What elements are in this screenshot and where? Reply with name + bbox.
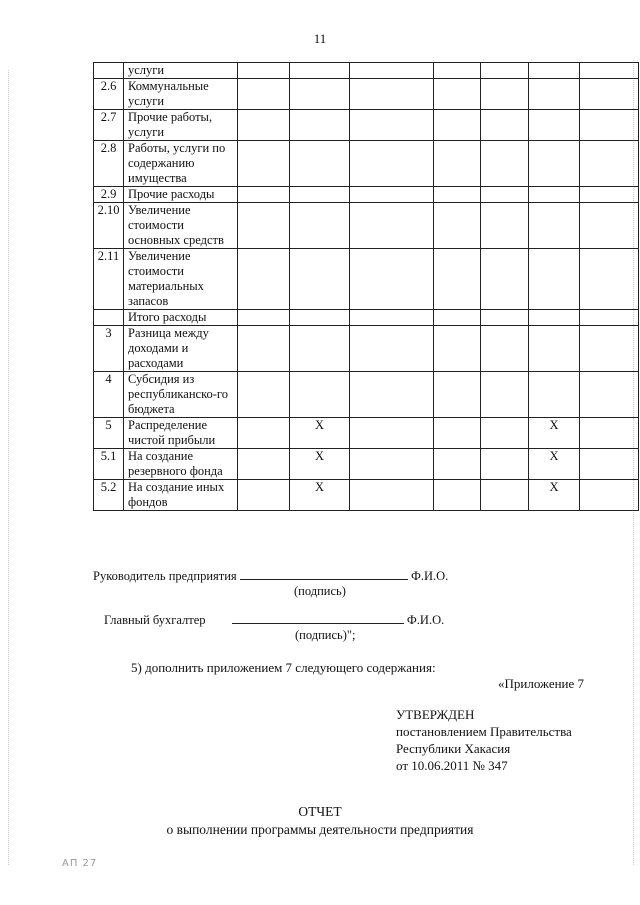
empty-cell (434, 187, 481, 203)
empty-cell (481, 110, 529, 141)
empty-cell (434, 141, 481, 187)
director-signature-blank (240, 579, 408, 580)
director-name: Ф.И.О. (410, 569, 449, 583)
cross-mark-cell: X (290, 480, 350, 511)
empty-cell (580, 187, 639, 203)
empty-cell (481, 372, 529, 418)
approval-republic: Республики Хакасия (396, 741, 511, 756)
table-row (94, 310, 639, 326)
empty-cell (350, 110, 434, 141)
page-edge-left (8, 70, 9, 865)
table-row (94, 372, 639, 418)
empty-cell (434, 310, 481, 326)
empty-cell (290, 110, 350, 141)
approval-block (396, 706, 572, 774)
empty-cell (481, 480, 529, 511)
empty-cell (434, 326, 481, 372)
table-row (94, 449, 639, 480)
empty-cell (580, 203, 639, 249)
row-number (94, 63, 124, 79)
empty-cell (580, 449, 639, 480)
empty-cell (580, 249, 639, 310)
empty-cell (350, 372, 434, 418)
row-label: Распределение чистой прибыли (124, 418, 238, 449)
cross-mark-cell: X (290, 449, 350, 480)
empty-cell (350, 418, 434, 449)
empty-cell (290, 187, 350, 203)
empty-cell (529, 326, 580, 372)
empty-cell (290, 372, 350, 418)
cross-mark-cell: X (529, 480, 580, 511)
accountant-signature-line (104, 613, 444, 628)
accountant-label: Главный бухгалтер (104, 613, 206, 627)
table-row (94, 63, 639, 79)
row-label: Увеличение стоимости основных средств (124, 203, 238, 249)
empty-cell (529, 310, 580, 326)
accountant-signature-caption: (подпись)"; (295, 628, 356, 642)
page-number: 11 (313, 31, 327, 46)
row-number: 2.7 (94, 110, 124, 141)
empty-cell (350, 63, 434, 79)
empty-cell (238, 110, 290, 141)
empty-cell (529, 187, 580, 203)
empty-cell (434, 249, 481, 310)
row-number: 5.1 (94, 449, 124, 480)
empty-cell (481, 326, 529, 372)
empty-cell (481, 449, 529, 480)
empty-cell (434, 480, 481, 511)
empty-cell (580, 141, 639, 187)
empty-cell (434, 79, 481, 110)
table-row (94, 203, 639, 249)
row-number: 3 (94, 326, 124, 372)
row-label: На создание резервного фонда (124, 449, 238, 480)
amendment-paragraph: 5) дополнить приложением 7 следующего содержания: (131, 660, 436, 675)
table-row (94, 480, 639, 511)
empty-cell (481, 203, 529, 249)
empty-cell (481, 79, 529, 110)
approval-decree: постановлением Правительства (396, 724, 572, 739)
empty-cell (580, 310, 639, 326)
empty-cell (434, 63, 481, 79)
row-label: услуги (124, 63, 238, 79)
empty-cell (350, 326, 434, 372)
empty-cell (238, 480, 290, 511)
empty-cell (290, 249, 350, 310)
table-row (94, 110, 639, 141)
empty-cell (290, 310, 350, 326)
empty-cell (238, 79, 290, 110)
row-label: Прочие работы, услуги (124, 110, 238, 141)
row-label: Увеличение стоимости материальных запасов (124, 249, 238, 310)
empty-cell (580, 418, 639, 449)
row-label: Итого расходы (124, 310, 238, 326)
accountant-name: Ф.И.О. (406, 613, 445, 627)
row-number: 2.9 (94, 187, 124, 203)
empty-cell (238, 63, 290, 79)
row-label: Разница между доходами и расходами (124, 326, 238, 372)
empty-cell (238, 141, 290, 187)
empty-cell (529, 249, 580, 310)
empty-cell (238, 449, 290, 480)
director-label: Руководитель предприятия (93, 569, 237, 583)
empty-cell (580, 480, 639, 511)
empty-cell (238, 187, 290, 203)
empty-cell (350, 249, 434, 310)
row-number: 5.2 (94, 480, 124, 511)
empty-cell (481, 63, 529, 79)
empty-cell (529, 372, 580, 418)
table-row (94, 79, 639, 110)
empty-cell (238, 203, 290, 249)
empty-cell (350, 480, 434, 511)
empty-cell (238, 326, 290, 372)
row-number (94, 310, 124, 326)
director-signature-line (93, 569, 448, 584)
empty-cell (290, 141, 350, 187)
stamp-mark: АП 27 (62, 858, 98, 869)
empty-cell (350, 79, 434, 110)
empty-cell (434, 449, 481, 480)
empty-cell (481, 418, 529, 449)
row-label: Работы, услуги по содержанию имущества (124, 141, 238, 187)
cross-mark-cell: X (290, 418, 350, 449)
row-label: Прочие расходы (124, 187, 238, 203)
empty-cell (580, 79, 639, 110)
row-label: Субсидия из республиканско-го бюджета (124, 372, 238, 418)
empty-cell (290, 203, 350, 249)
empty-cell (290, 79, 350, 110)
empty-cell (350, 141, 434, 187)
empty-cell (529, 141, 580, 187)
empty-cell (481, 310, 529, 326)
empty-cell (529, 203, 580, 249)
table-row (94, 249, 639, 310)
empty-cell (290, 63, 350, 79)
approval-title: УТВЕРЖДЕН (396, 707, 475, 722)
row-number: 5 (94, 418, 124, 449)
empty-cell (529, 79, 580, 110)
row-label: Коммунальные услуги (124, 79, 238, 110)
row-number: 4 (94, 372, 124, 418)
empty-cell (350, 310, 434, 326)
table-row (94, 187, 639, 203)
empty-cell (481, 187, 529, 203)
empty-cell (350, 449, 434, 480)
table-row (94, 326, 639, 372)
empty-cell (434, 372, 481, 418)
empty-cell (434, 110, 481, 141)
empty-cell (481, 249, 529, 310)
empty-cell (238, 418, 290, 449)
report-title: ОТЧЕТ (298, 804, 342, 819)
approval-date: от 10.06.2011 № 347 (396, 758, 508, 773)
empty-cell (434, 418, 481, 449)
empty-cell (238, 372, 290, 418)
empty-cell (350, 203, 434, 249)
empty-cell (238, 310, 290, 326)
table-row (94, 418, 639, 449)
row-number: 2.8 (94, 141, 124, 187)
table-row (94, 141, 639, 187)
row-number: 2.10 (94, 203, 124, 249)
appendix-label: «Приложение 7 (498, 676, 585, 691)
empty-cell (580, 110, 639, 141)
row-label: На создание иных фондов (124, 480, 238, 511)
director-signature-caption: (подпись) (294, 584, 346, 598)
row-number: 2.11 (94, 249, 124, 310)
empty-cell (580, 63, 639, 79)
empty-cell (580, 372, 639, 418)
empty-cell (529, 63, 580, 79)
accountant-signature-blank (232, 623, 404, 624)
empty-cell (481, 141, 529, 187)
empty-cell (434, 203, 481, 249)
row-number: 2.6 (94, 79, 124, 110)
cross-mark-cell: X (529, 449, 580, 480)
report-subtitle: о выполнении программы деятельности предприятия (166, 822, 474, 837)
empty-cell (580, 326, 639, 372)
financial-table (93, 62, 639, 511)
empty-cell (350, 187, 434, 203)
empty-cell (238, 249, 290, 310)
cross-mark-cell: X (529, 418, 580, 449)
empty-cell (529, 110, 580, 141)
empty-cell (290, 326, 350, 372)
